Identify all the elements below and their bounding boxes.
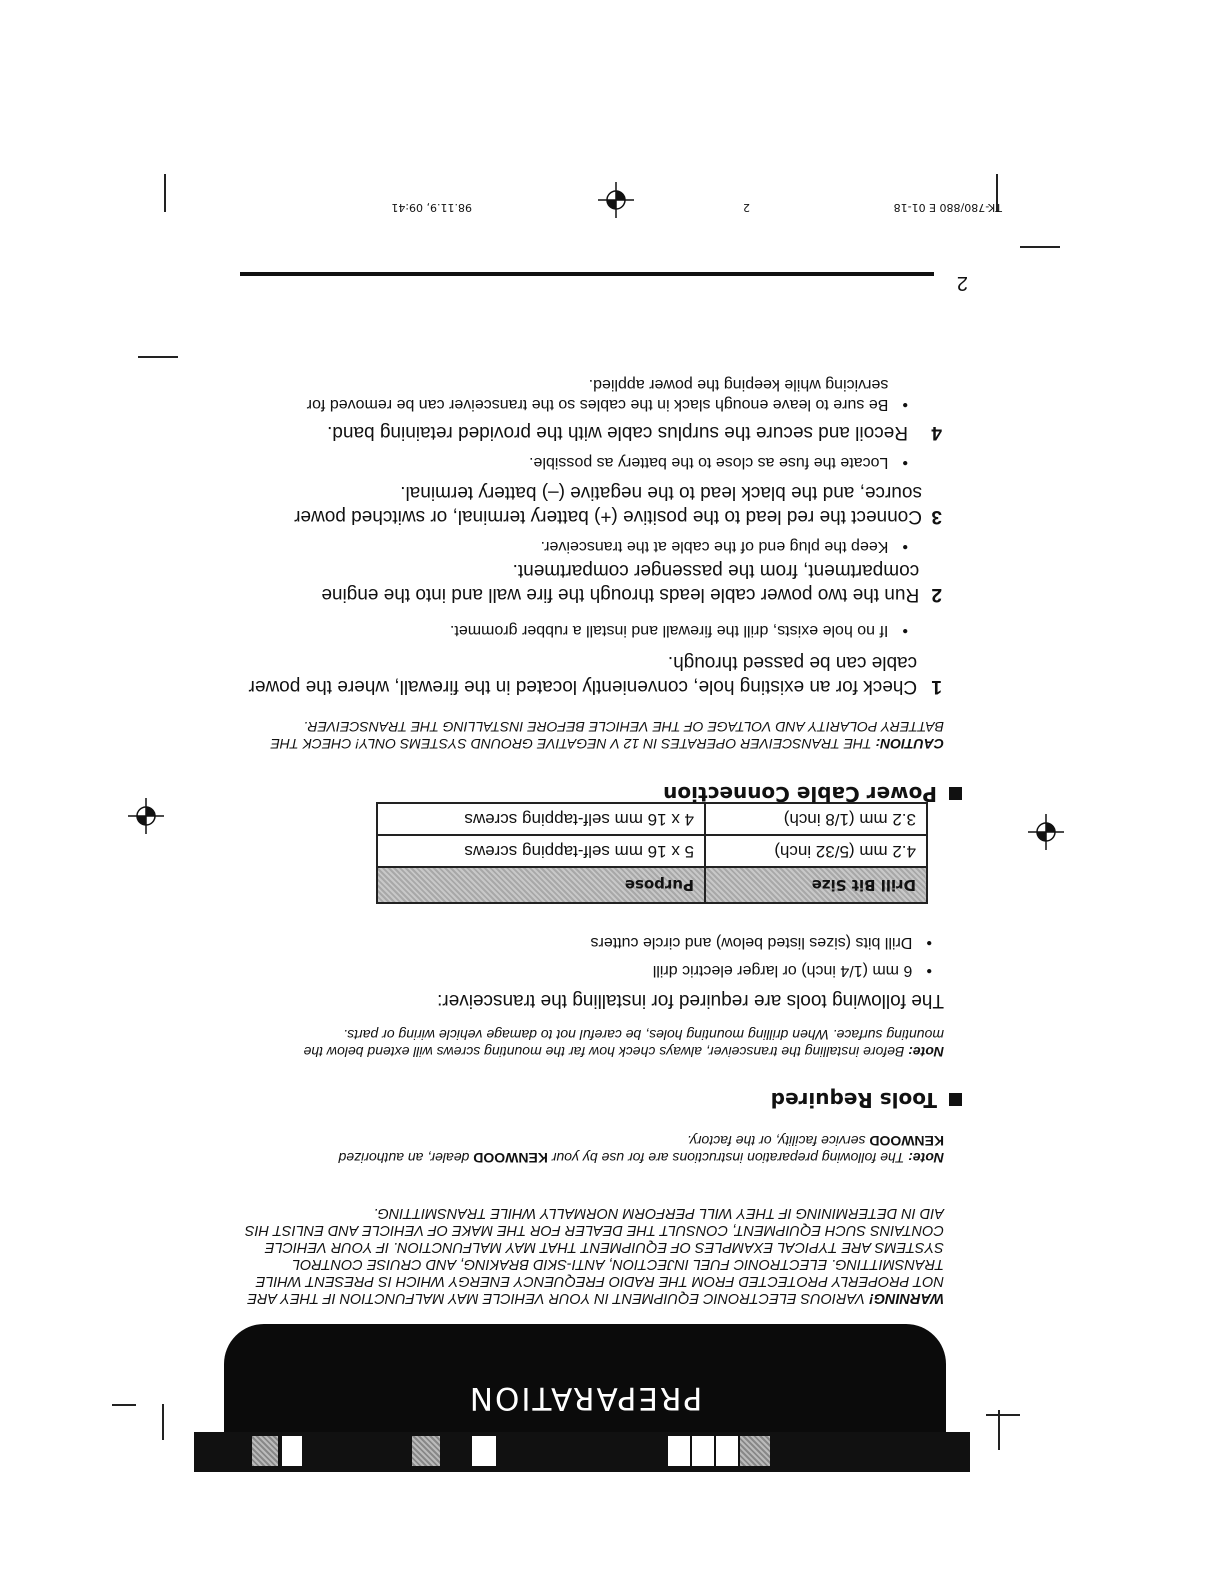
- bullet-text: 6 mm (1/4 inch) or larger electric drill: [652, 962, 913, 979]
- footer-file: TK-780/880 E 01-18: [893, 201, 1002, 214]
- power-heading-text: Power Cable Connection: [663, 782, 937, 806]
- step-text: Run the two power cable leads through the fire wall and into the engine compartment, from the passenger compartment.: [321, 560, 920, 605]
- registration-mark-icon: [598, 182, 634, 218]
- drill-bit-table: [376, 802, 928, 904]
- note-dealer: [264, 1132, 944, 1166]
- step-number: 4: [931, 422, 942, 443]
- note-text: Before installing the transceiver, always check how far the mounting screws will extend below the mounting surface. When drilling mounting holes, be careful not to damage vehicle wiring or parts.: [303, 1027, 944, 1060]
- table-cell: 4.2 mm (5/32 inch): [705, 835, 927, 867]
- crop-mark: [138, 356, 178, 358]
- bullet-icon: •: [902, 538, 908, 555]
- step-number: 2: [931, 584, 942, 605]
- calibration-swatch: [472, 1436, 496, 1466]
- step-4: [242, 420, 942, 444]
- note-text: The following preparation instructions are for use by your: [551, 1150, 905, 1166]
- table-header: Drill Bit Size: [705, 867, 927, 903]
- warning-paragraph: [244, 1204, 944, 1306]
- note-label: Note:: [908, 1044, 944, 1060]
- step-text: Check for an existing hole, conveniently located in the firewall, where the power cable can be passed through.: [248, 652, 918, 697]
- calibration-swatch: [668, 1436, 690, 1466]
- table-cell: 5 x 16 mm self-tapping screws: [377, 835, 705, 867]
- step-number: 1: [931, 676, 942, 697]
- bullet-text: Be sure to leave enough slack in the cables so the transceiver can be removed for servicing while keeping the power applied.: [306, 376, 889, 413]
- square-bullet-icon: [949, 1094, 962, 1107]
- step-1: [242, 650, 942, 698]
- color-calibration-strip: [194, 1432, 970, 1472]
- brand-name: KENWOOD: [869, 1133, 944, 1149]
- list-item: [653, 960, 932, 980]
- calibration-swatch: [252, 1436, 278, 1466]
- page-rule: [240, 272, 934, 276]
- list-item: [529, 452, 908, 472]
- step-text: Recoil and secure the surplus cable with the provided retaining band.: [327, 422, 908, 443]
- crop-mark: [164, 174, 166, 212]
- crop-mark: [986, 1414, 1020, 1416]
- table-row: [377, 803, 927, 835]
- step-3: [242, 480, 942, 528]
- bullet-text: Drill bits (sizes listed below) and circle cutters: [590, 934, 913, 951]
- crop-mark: [112, 1404, 136, 1406]
- calibration-swatch: [412, 1436, 440, 1466]
- note-mounting: [264, 1026, 944, 1060]
- bullet-icon: •: [926, 934, 932, 951]
- brand-name: KENWOOD: [473, 1150, 548, 1166]
- step-2: [242, 558, 942, 606]
- caution-paragraph: [264, 718, 944, 752]
- bullet-icon: •: [926, 962, 932, 979]
- tools-intro: The following tools are required for installing the transceiver:: [437, 990, 944, 1011]
- calibration-swatch: [282, 1436, 302, 1466]
- list-item: [258, 374, 908, 414]
- power-heading: [663, 782, 962, 806]
- step-number: 3: [931, 506, 942, 527]
- page-number: 2: [956, 272, 968, 294]
- bullet-text: Locate the fuse as close to the battery as possible.: [529, 454, 889, 471]
- warning-text: VARIOUS ELECTRONIC EQUIPMENT IN YOUR VEHICLE MAY MALFUNCTION IF THEY ARE NOT PROPERLY PROTECTED FROM THE RADIO FREQUENCY ENERGY WHICH IS PRESENT WHILE TRANSMITTING. ELECTRONIC FUEL INJECTION, ANTI-SKID BRAKING, AND CRUISE CONTROL SYSTEMS ARE TYPICAL EXAMPLES OF EQUIPMENT THAT MAY MALFUNCTION. IF YOUR VEHICLE CONTAINS SUCH EQUIPMENT, CONSULT THE DEALER FOR THE MAKE OF VEHICLE AND ENLIST HIS AID IN DETERMINING IF THEY WILL PERFORM NORMALLY WHILE TRANSMITTING.: [244, 1205, 944, 1306]
- page-title: PREPARATION: [467, 1380, 703, 1416]
- bullet-icon: •: [902, 622, 908, 639]
- tools-heading: [771, 1088, 962, 1112]
- crop-mark: [998, 1410, 1000, 1450]
- calibration-swatch: [692, 1436, 714, 1466]
- caution-label: CAUTION:: [875, 736, 944, 752]
- note-text: dealer, an authorized: [338, 1150, 470, 1166]
- table-header: Purpose: [377, 867, 705, 903]
- tools-heading-text: Tools Required: [770, 1088, 937, 1112]
- crop-mark: [162, 1404, 164, 1440]
- table-row: [377, 835, 927, 867]
- bullet-icon: •: [902, 396, 908, 413]
- table-cell: 3.2 mm (1/8 inch): [705, 803, 927, 835]
- crop-mark: [1020, 246, 1060, 248]
- calibration-swatch: [716, 1436, 738, 1466]
- bullet-text: Keep the plug end of the cable at the transceiver.: [540, 538, 889, 555]
- registration-mark-icon: [1028, 814, 1064, 850]
- warning-label: WARNING!: [869, 1290, 944, 1306]
- footer-timestamp: 98.11.9, 09:41: [391, 201, 472, 214]
- footer-page: 2: [743, 201, 750, 214]
- bullet-icon: •: [902, 454, 908, 471]
- note-label: Note:: [908, 1150, 944, 1166]
- note-text: service facility, or the factory.: [687, 1133, 866, 1149]
- registration-mark-icon: [128, 798, 164, 834]
- step-text: Connect the red lead to the positive (+) battery terminal, or switched power source, and the black lead to the negative (–) battery terminal.: [294, 482, 922, 527]
- list-item: [591, 932, 932, 952]
- table-header-row: [377, 867, 927, 903]
- list-item: [450, 620, 908, 640]
- table-cell: 4 x 16 mm self-tapping screws: [377, 803, 705, 835]
- caution-text: THE TRANSCEIVER OPERATES IN 12 V NEGATIVE GROUND SYSTEMS ONLY! CHECK THE BATTERY POLARITY AND VOLTAGE OF THE VEHICLE BEFORE INSTALLING THE TRANSCEIVER.: [270, 719, 944, 752]
- square-bullet-icon: [949, 788, 962, 801]
- list-item: [541, 536, 908, 556]
- calibration-swatch: [740, 1436, 770, 1466]
- bullet-text: If no hole exists, drill the firewall and install a rubber grommet.: [449, 622, 889, 639]
